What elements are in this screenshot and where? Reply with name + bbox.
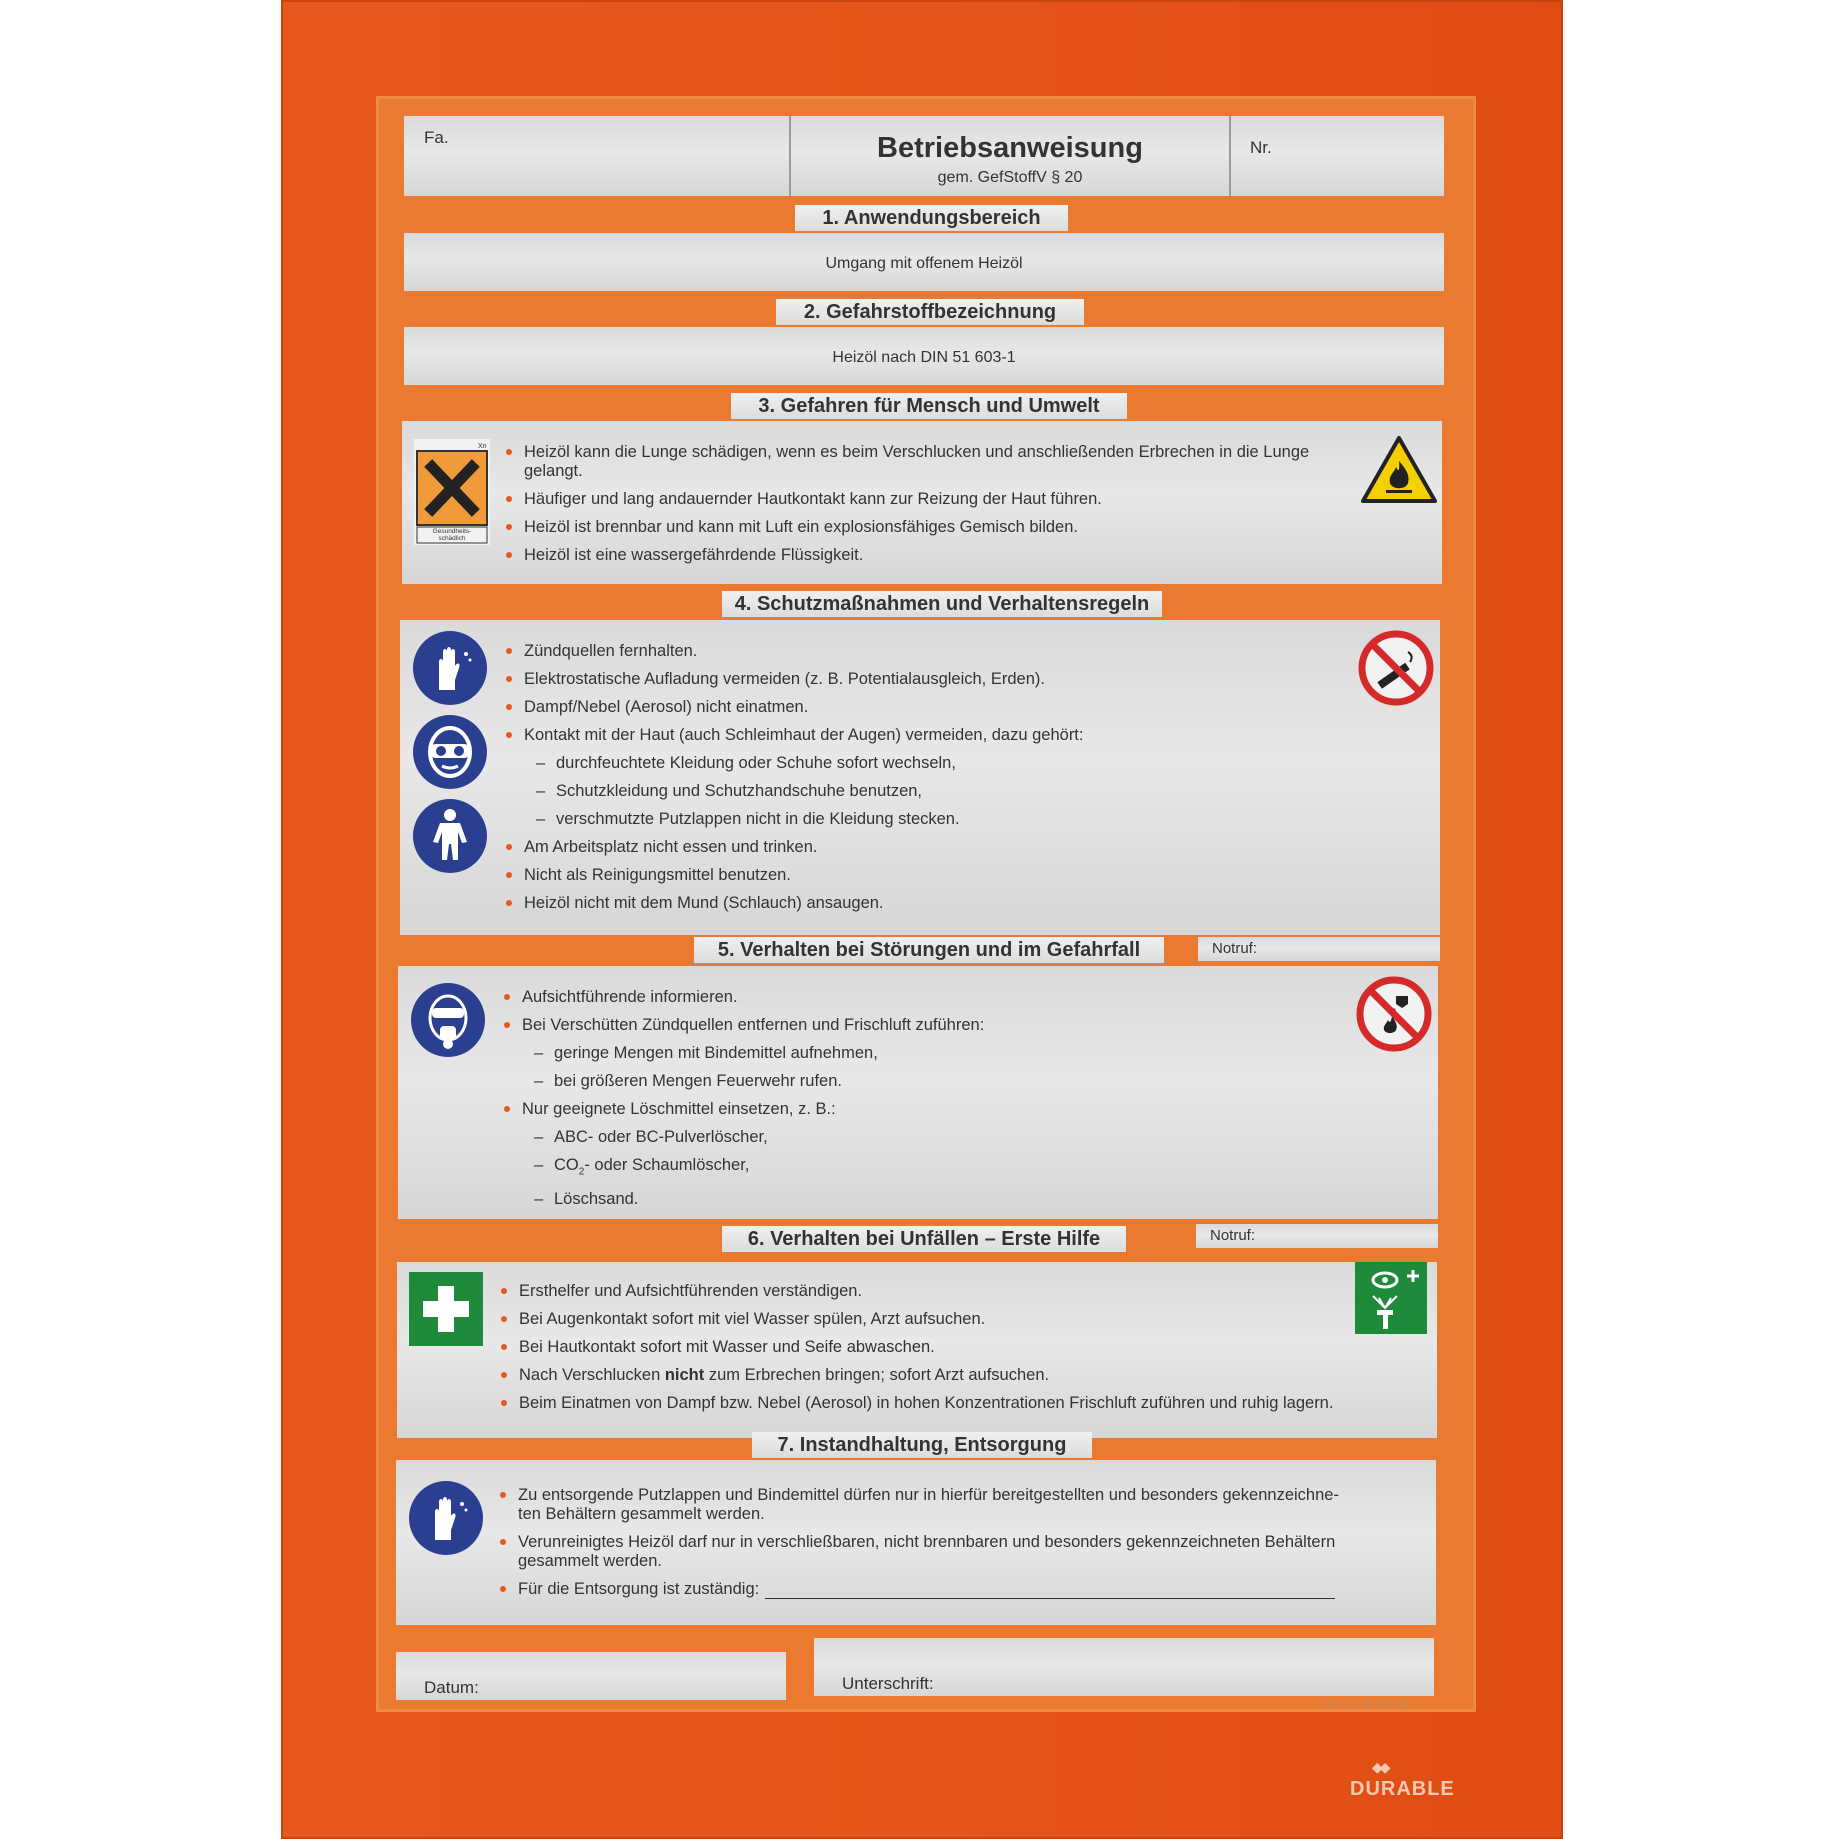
list-item: Ersthelfer und Aufsichtführenden verständigen. <box>497 1282 1357 1301</box>
eyewash-icon <box>1355 1262 1427 1334</box>
list-item: Bei Verschütten Zündquellen entfernen und Frischluft zuführen: <box>500 1016 1300 1035</box>
page-title: Betriebsanweisung <box>877 132 1143 164</box>
section-2-text: Heizöl nach DIN 51 603-1 <box>832 349 1016 366</box>
item-bold: nicht <box>664 1366 705 1384</box>
list-item: Bei Augenkontakt sofort mit viel Wasser spülen, Arzt aufsuchen. <box>497 1310 1357 1329</box>
form-code-date: (09.98) <box>1377 1700 1409 1711</box>
section-4-box <box>400 620 1440 935</box>
notruf-box-5 <box>1198 937 1440 961</box>
brand-name: DURABLE <box>1350 1778 1455 1800</box>
list-item: Aufsichtführende informieren. <box>500 988 1300 1007</box>
list-item: Heizöl ist brennbar und kann mit Luft ein explosionsfähiges Gemisch bilden. <box>502 518 1352 537</box>
section-1-box <box>404 233 1444 291</box>
list-item: Zündquellen fernhalten. <box>502 642 1302 661</box>
list-item: Beim Einatmen von Dampf bzw. Nebel (Aerosol) in hohen Konzentrationen Frischluft zuführen und ruhig lagern. <box>497 1394 1357 1413</box>
list-item: Nicht als Reinigungsmittel benutzen. <box>502 866 1302 885</box>
section-7-title: 7. Instandhaltung, Entsorgung <box>752 1432 1092 1458</box>
section-2-box <box>404 327 1444 385</box>
list-item <box>497 1366 1357 1385</box>
list-item: Häufiger und lang andauernder Hautkontakt kann zur Reizung der Haut führen. <box>502 490 1352 509</box>
form-code-number: BG-7.3.34 <box>1326 1700 1372 1711</box>
list-item: Heizöl nicht mit dem Mund (Schlauch) ansaugen. <box>502 894 1302 913</box>
section-4-title: 4. Schutzmaßnahmen und Verhaltensregeln <box>722 591 1162 617</box>
section-6-list <box>497 1282 1357 1422</box>
disposal-line <box>765 1584 1335 1599</box>
unterschrift-box <box>814 1638 1434 1696</box>
list-item: Heizöl ist eine wassergefährdende Flüssigkeit. <box>502 546 1352 565</box>
co2-rest: - oder Schaumlöscher, <box>584 1156 750 1174</box>
list-item: Verunreinigtes Heizöl darf nur in verschließbaren, nicht brennbaren und besonders gekennzeichneten Behältern gesammelt werden. <box>496 1533 1346 1571</box>
section-3-list <box>502 443 1352 574</box>
nr-label: Nr. <box>1250 138 1272 157</box>
brand-logo <box>1350 1755 1455 1801</box>
section-6-title: 6. Verhalten bei Unfällen – Erste Hilfe <box>722 1226 1126 1252</box>
list-item: – geringe Mengen mit Bindemittel aufnehmen, <box>500 1044 1300 1063</box>
brand-mark-icon: ◆◆ <box>1372 1759 1388 1775</box>
section-5-list <box>500 988 1300 1218</box>
list-item: – ABC- oder BC-Pulverlöscher, <box>500 1128 1300 1147</box>
section-5-box <box>398 966 1438 1219</box>
datum-box <box>396 1652 786 1700</box>
section-2-title: 2. Gefahrstoffbezeichnung <box>776 299 1084 325</box>
section-3-box <box>402 421 1442 584</box>
section-1-text: Umgang mit offenem Heizöl <box>825 255 1023 272</box>
first-aid-icon <box>409 1272 483 1346</box>
datum-label: Datum: <box>424 1678 479 1697</box>
header-box <box>404 116 1444 196</box>
notruf-box-6 <box>1196 1224 1438 1248</box>
unterschrift-label: Unterschrift: <box>842 1674 934 1693</box>
notruf-label-6: Notruf: <box>1210 1227 1256 1244</box>
title-cell <box>791 116 1231 196</box>
flammable-warning-icon <box>1360 435 1438 505</box>
section-3-title: 3. Gefahren für Mensch und Umwelt <box>731 393 1127 419</box>
list-item: Heizöl kann die Lunge schädigen, wenn es beim Verschlucken und anschließenden Erbrechen in die Lunge gelangt. <box>502 443 1352 481</box>
list-item: – Schutzkleidung und Schutzhandschuhe benutzen, <box>502 782 1302 801</box>
goggles-icon <box>412 714 488 790</box>
section-4-list <box>502 642 1302 922</box>
section-6-box <box>397 1262 1437 1438</box>
fa-cell <box>404 116 791 196</box>
notruf-label-5: Notruf: <box>1212 940 1258 957</box>
gloves-icon <box>408 1480 484 1556</box>
list-item: – verschmutzte Putzlappen nicht in die Kleidung stecken. <box>502 810 1302 829</box>
respirator-icon <box>410 982 486 1058</box>
section-1-title: 1. Anwendungsbereich <box>795 205 1068 231</box>
fa-label: Fa. <box>424 128 449 147</box>
no-smoking-icon <box>1358 630 1434 706</box>
list-item: Kontakt mit der Haut (auch Schleimhaut der Augen) vermeiden, dazu gehört: <box>502 726 1302 745</box>
list-item: – bei größeren Mengen Feuerwehr rufen. <box>500 1072 1300 1091</box>
hazard-symbol-top: Xn <box>478 443 487 450</box>
disposal-label: Für die Entsorgung ist zuständig: <box>518 1580 760 1598</box>
page-subtitle: gem. GefStoffV § 20 <box>937 169 1083 186</box>
co2-subscript: 2 <box>578 1166 585 1178</box>
section-7-list <box>496 1486 1346 1608</box>
list-item: – durchfeuchtete Kleidung oder Schuhe sofort wechseln, <box>502 754 1302 773</box>
protective-suit-icon <box>412 798 488 874</box>
co2-text: CO <box>554 1156 579 1174</box>
list-item <box>496 1580 1346 1599</box>
gloves-icon <box>412 630 488 706</box>
harmful-x-icon <box>414 439 490 545</box>
list-item: – Löschsand. <box>500 1190 1300 1209</box>
form-code <box>1326 1700 1409 1711</box>
section-7-box <box>396 1460 1436 1625</box>
item-part: Nach Verschlucken <box>519 1366 665 1384</box>
list-item <box>500 1156 1300 1181</box>
item-part: zum Erbrechen bringen; sofort Arzt aufsuchen. <box>704 1366 1050 1384</box>
list-item: Bei Hautkontakt sofort mit Wasser und Seife abwaschen. <box>497 1338 1357 1357</box>
section-5-title: 5. Verhalten bei Störungen und im Gefahrfall <box>694 937 1164 963</box>
list-item: Dampf/Nebel (Aerosol) nicht einatmen. <box>502 698 1302 717</box>
list-item: Am Arbeitsplatz nicht essen und trinken. <box>502 838 1302 857</box>
list-item: Nur geeignete Löschmittel einsetzen, z. B.: <box>500 1100 1300 1119</box>
hazard-symbol-caption: Gesundheits-schädlich <box>432 528 472 542</box>
no-water-extinguish-icon <box>1356 976 1432 1052</box>
list-item: Zu entsorgende Putzlappen und Bindemittel dürfen nur in hierfür bereitgestellten und besonders gekennzeichne-ten Behältern gesammelt werden. <box>496 1486 1346 1524</box>
list-item: Elektrostatische Aufladung vermeiden (z. B. Potentialausgleich, Erden). <box>502 670 1302 689</box>
